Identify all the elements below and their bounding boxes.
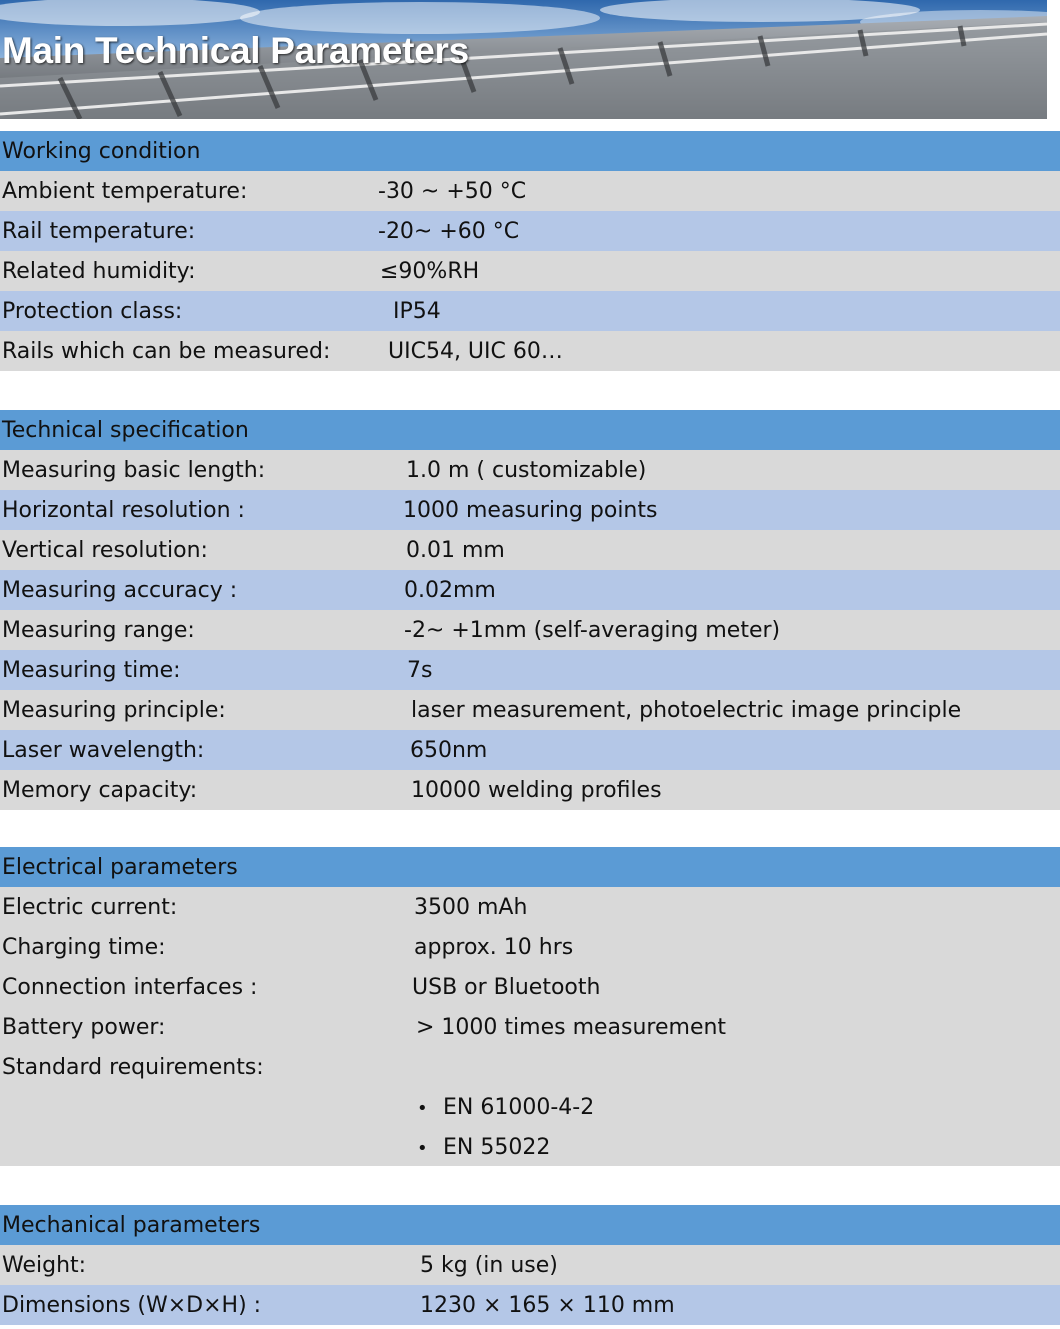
row-value: -20~ +60 °C: [378, 219, 520, 244]
table-row: [0, 690, 1060, 730]
row-label: Connection interfaces :: [2, 975, 258, 1000]
row-label: Measuring time:: [2, 658, 181, 683]
row-label: Battery power:: [2, 1015, 166, 1040]
row-label: Related humidity:: [2, 259, 196, 284]
row-value: 3500 mAh: [414, 895, 528, 920]
row-label: Measuring accuracy :: [2, 578, 238, 603]
section-electrical-parameters: [0, 847, 1060, 1166]
row-value: approx. 10 hrs: [414, 935, 574, 960]
table-row: [0, 967, 1060, 1007]
row-value: 0.01 mm: [406, 538, 505, 563]
row-label: Measuring basic length:: [2, 458, 266, 483]
section-header: Electrical parameters: [0, 847, 1060, 887]
bullet-icon: •: [417, 1098, 428, 1119]
section-technical-specification: [0, 410, 1060, 810]
table-row: [0, 211, 1060, 251]
list-item: [417, 1127, 594, 1167]
row-label: Weight:: [2, 1253, 87, 1278]
row-label: Rail temperature:: [2, 219, 196, 244]
row-label: Electric current:: [2, 895, 178, 920]
row-value: 650nm: [410, 738, 488, 763]
bullet-icon: •: [417, 1138, 428, 1159]
row-label: Ambient temperature:: [2, 179, 248, 204]
row-value: > 1000 times measurement: [416, 1015, 727, 1040]
standards-list: [417, 1087, 594, 1167]
row-label: Rails which can be measured:: [2, 339, 331, 364]
table-row: [0, 1285, 1060, 1325]
row-label: Dimensions (W×D×H) :: [2, 1293, 262, 1318]
table-row: [0, 927, 1060, 967]
table-row: [0, 570, 1060, 610]
table-row: [0, 490, 1060, 530]
row-value: 1230 × 165 × 110 mm: [420, 1293, 675, 1318]
standard-text: EN 55022: [443, 1135, 551, 1160]
row-label: Measuring range:: [2, 618, 195, 643]
row-label: Memory capacity:: [2, 778, 198, 803]
row-label: Standard requirements:: [2, 1055, 264, 1080]
row-label: Horizontal resolution :: [2, 498, 245, 523]
table-row: [0, 1245, 1060, 1285]
section-header: Working condition: [0, 131, 1060, 171]
list-item: [417, 1087, 594, 1127]
row-label: Measuring principle:: [2, 698, 226, 723]
table-row: [0, 251, 1060, 291]
table-row: [0, 730, 1060, 770]
section-mechanical-parameters: [0, 1205, 1060, 1325]
row-value: UIC54, UIC 60…: [388, 339, 563, 364]
row-value: 1000 measuring points: [403, 498, 658, 523]
row-label: Laser wavelength:: [2, 738, 205, 763]
row-label: Vertical resolution:: [2, 538, 208, 563]
table-row: [0, 450, 1060, 490]
banner: [0, 0, 1047, 119]
section-working-condition: [0, 131, 1060, 371]
row-label: Protection class:: [2, 299, 183, 324]
table-row: [0, 1007, 1060, 1047]
row-value: ≤90%RH: [380, 259, 480, 284]
row-value: 7s: [407, 658, 433, 683]
row-value: 0.02mm: [404, 578, 496, 603]
row-value: USB or Bluetooth: [412, 975, 601, 1000]
standard-text: EN 61000-4-2: [443, 1095, 595, 1120]
section-header: Mechanical parameters: [0, 1205, 1060, 1245]
table-row: [0, 530, 1060, 570]
row-value: 1.0 m ( customizable): [406, 458, 647, 483]
table-row: [0, 610, 1060, 650]
table-row: [0, 171, 1060, 211]
table-row: [0, 291, 1060, 331]
section-header: Technical specification: [0, 410, 1060, 450]
table-row: [0, 1047, 1060, 1166]
table-row: [0, 887, 1060, 927]
row-value: -2~ +1mm (self-averaging meter): [404, 618, 781, 643]
row-value: -30 ~ +50 °C: [378, 179, 527, 204]
page-title: Main Technical Parameters: [2, 30, 469, 71]
row-value: laser measurement, photoelectric image principle: [411, 698, 962, 723]
row-value: IP54: [393, 299, 441, 324]
table-row: [0, 331, 1060, 371]
row-value: 5 kg (in use): [420, 1253, 558, 1278]
row-label: Charging time:: [2, 935, 166, 960]
row-value: 10000 welding profiles: [411, 778, 662, 803]
table-row: [0, 650, 1060, 690]
table-row: [0, 770, 1060, 810]
